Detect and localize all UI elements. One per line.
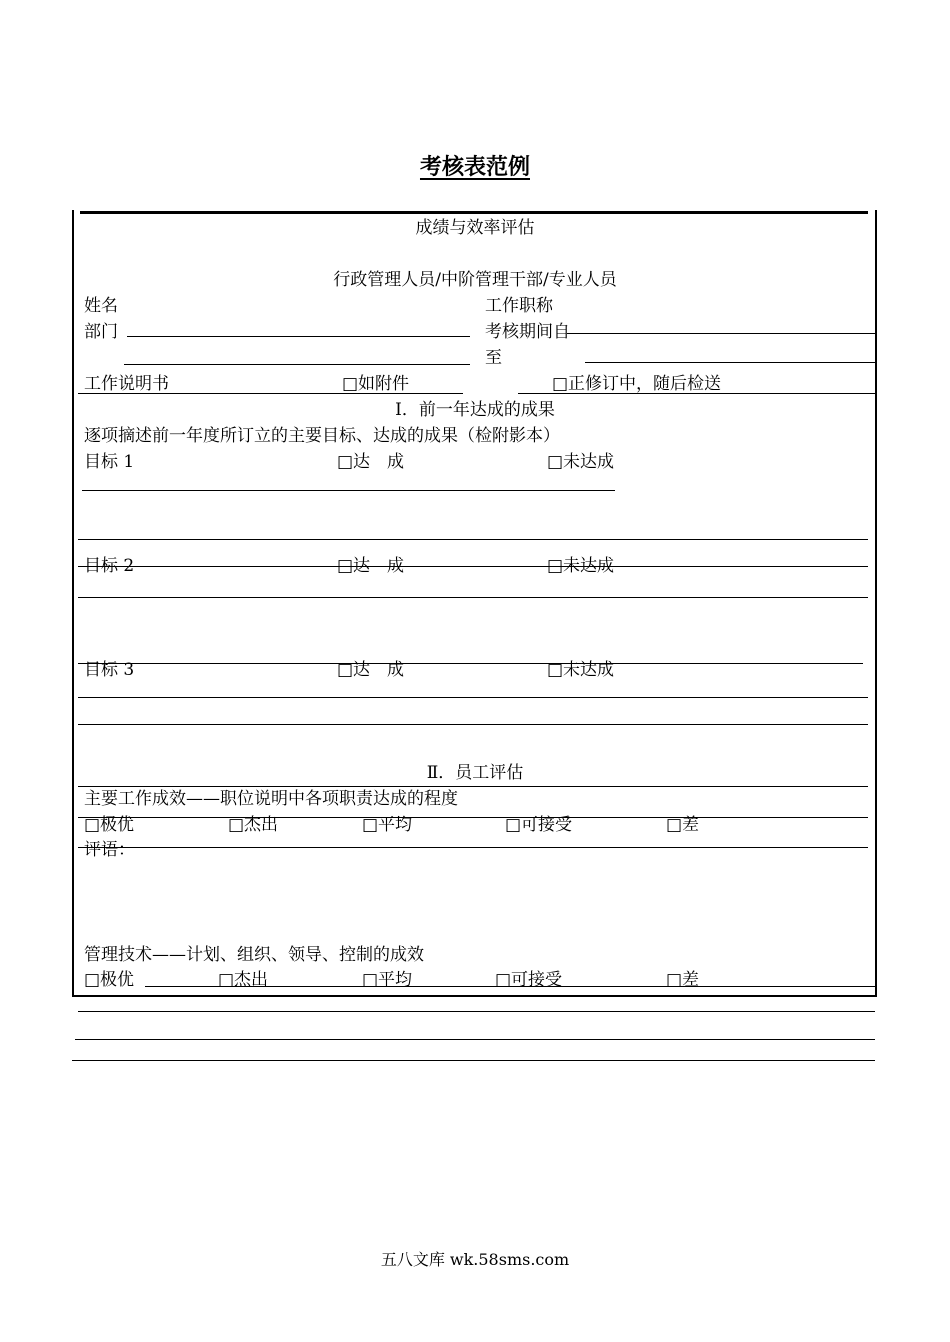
extra-line[interactable] xyxy=(75,1039,875,1040)
goal-1-field[interactable] xyxy=(82,490,615,491)
staff-category: 行政管理人员/中阶管理干部/专业人员 xyxy=(333,270,617,290)
goal-2-field[interactable] xyxy=(78,597,868,598)
extra-line[interactable] xyxy=(78,1011,875,1012)
goal-3-label: 目标 3 xyxy=(84,660,135,680)
goal-3-field-line2[interactable] xyxy=(78,724,868,725)
mgmt-rating-poor[interactable]: □差 xyxy=(666,970,700,990)
goal-1-label: 目标 1 xyxy=(84,452,135,472)
period-from-label: 考核期间自 xyxy=(485,322,570,342)
work-rating-poor[interactable]: □差 xyxy=(666,815,700,835)
management-skills-title: 管理技术——计划、组织、领导、控制的成效 xyxy=(84,945,424,965)
extra-line[interactable] xyxy=(72,1060,875,1061)
frame-left-border xyxy=(72,210,74,997)
department-field[interactable] xyxy=(127,336,470,337)
goal-1-achieved-checkbox[interactable]: □达 成 xyxy=(337,452,405,472)
work-rating-acceptable[interactable]: □可接受 xyxy=(505,815,573,835)
mgmt-rating-outstanding[interactable]: □杰出 xyxy=(218,970,269,990)
mgmt-rating-excellent[interactable]: □极优 xyxy=(84,970,135,990)
frame-right-border xyxy=(875,210,877,997)
work-performance-title: 主要工作成效——职位说明中各项职责达成的程度 xyxy=(84,789,458,809)
goal-1-field-line2[interactable] xyxy=(78,539,868,540)
frame-top-border xyxy=(80,211,868,214)
divider xyxy=(78,786,868,787)
work-rating-average[interactable]: □平均 xyxy=(362,815,413,835)
goal-3-line xyxy=(78,663,863,664)
job-description-label: 工作说明书 xyxy=(84,374,169,394)
section2-heading: Ⅱ．员工评估 xyxy=(426,763,524,783)
goal-3-achieved-checkbox[interactable]: □达 成 xyxy=(337,660,405,680)
period-to-label: 至 xyxy=(485,348,502,368)
work-rating-excellent[interactable]: □极优 xyxy=(84,815,135,835)
comment-label: 评语： xyxy=(84,840,135,860)
comment-field[interactable] xyxy=(78,847,868,848)
divider xyxy=(78,817,868,818)
department-field-line2[interactable] xyxy=(124,364,470,365)
divider xyxy=(145,986,875,987)
section-heading: 成绩与效率评估 xyxy=(415,218,535,238)
section1-heading: Ⅰ．前一年达成的成果 xyxy=(395,400,555,420)
goal-1-not-achieved-checkbox[interactable]: □未达成 xyxy=(547,452,615,472)
divider xyxy=(78,393,463,394)
section1-description: 逐项摘述前一年度所订立的主要目标、达成的成果（检附影本） xyxy=(84,426,560,446)
goal-2-achieved-checkbox[interactable]: □达 成 xyxy=(337,556,405,576)
goal-3-not-achieved-checkbox[interactable]: □未达成 xyxy=(547,660,615,680)
mgmt-rating-acceptable[interactable]: □可接受 xyxy=(495,970,563,990)
attached-checkbox[interactable]: □如附件 xyxy=(342,374,410,394)
work-rating-outstanding[interactable]: □杰出 xyxy=(228,815,279,835)
department-label: 部门 xyxy=(84,322,118,342)
frame-bottom-border xyxy=(72,995,877,997)
revising-checkbox[interactable]: □正修订中，随后检送 xyxy=(552,374,722,394)
page-title: 考核表范例 xyxy=(419,155,530,180)
divider xyxy=(518,393,875,394)
mgmt-rating-average[interactable]: □平均 xyxy=(362,970,413,990)
footer-watermark: 五八文库 wk.58sms.com xyxy=(380,1250,570,1269)
period-to-field[interactable] xyxy=(585,362,875,363)
position-label: 工作职称 xyxy=(485,296,553,316)
goal-3-field[interactable] xyxy=(78,697,868,698)
goal-2-label: 目标 2 xyxy=(84,556,135,576)
name-label: 姓名 xyxy=(84,296,118,316)
goal-2-line xyxy=(78,566,868,567)
period-from-field[interactable] xyxy=(567,333,875,334)
goal-2-not-achieved-checkbox[interactable]: □未达成 xyxy=(547,556,615,576)
